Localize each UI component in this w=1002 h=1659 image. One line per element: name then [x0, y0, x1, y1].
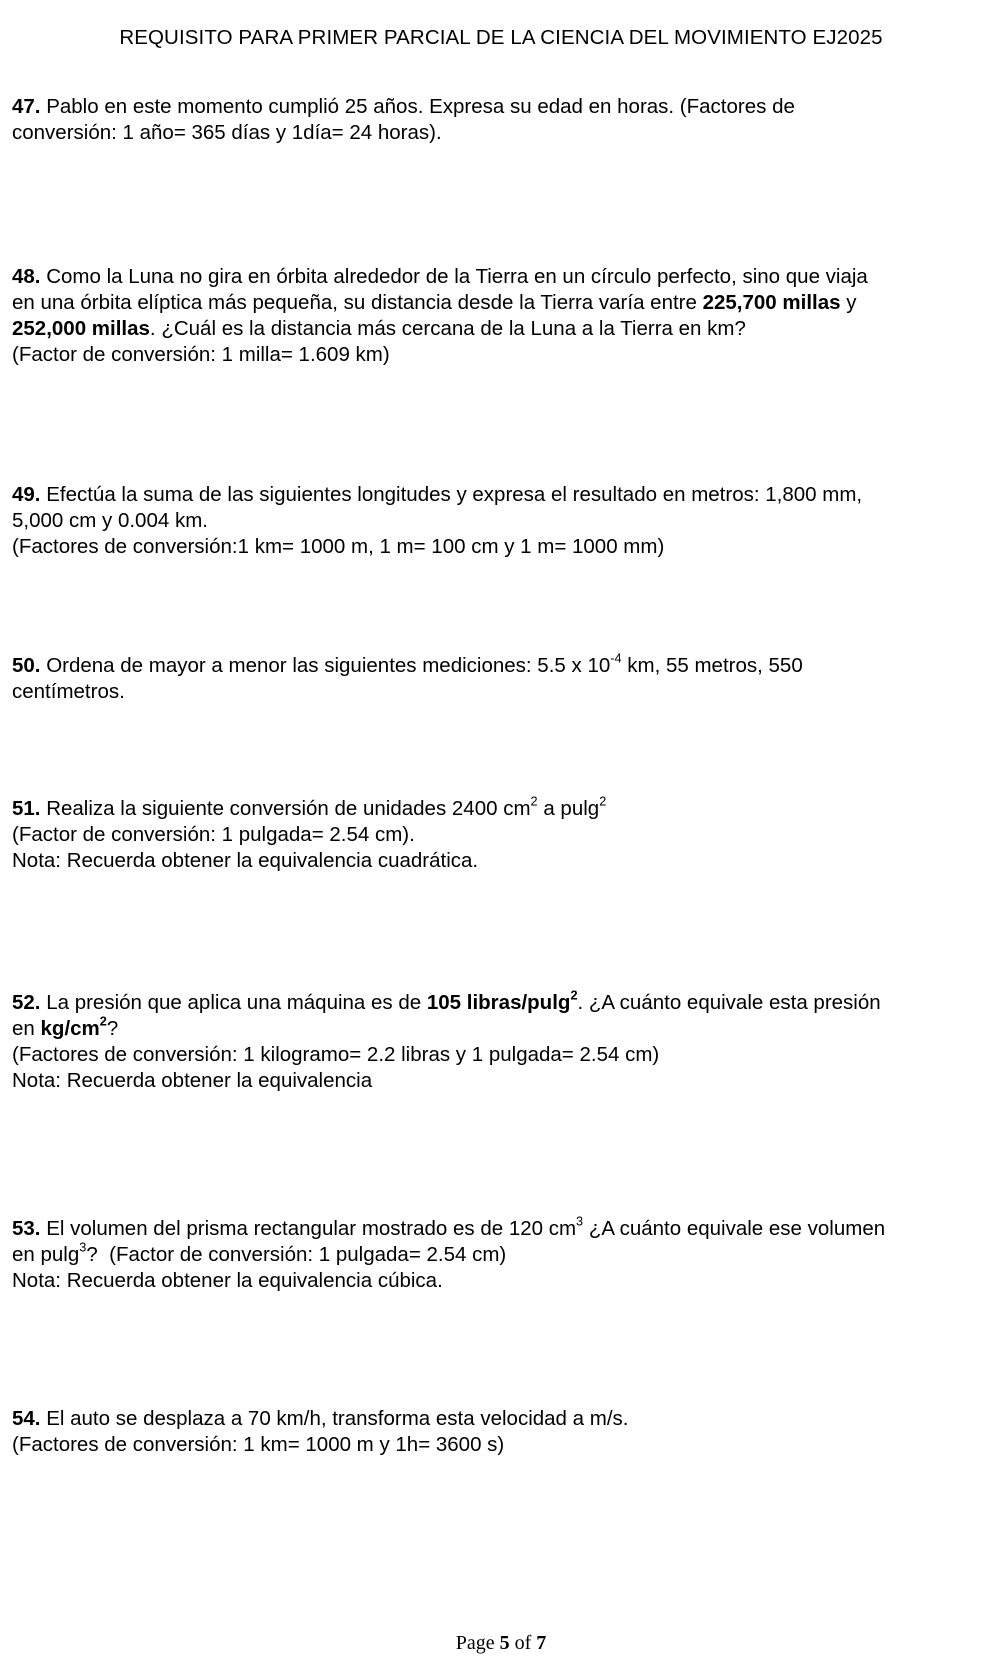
- exponent: -4: [610, 650, 622, 666]
- question-49: [12, 482, 972, 560]
- question-47: [12, 94, 972, 146]
- of-label: of: [514, 1632, 532, 1654]
- question-48-line-4: (Factor de conversión: 1 milla= 1.609 km): [12, 343, 390, 366]
- question-47-line-2: conversión: 1 año= 365 días y 1día= 24 horas).: [12, 121, 442, 144]
- page-footer: [0, 1632, 1002, 1655]
- exponent: 3: [79, 1239, 87, 1255]
- question-52-line-1: 52. La presión que aplica una máquina es de 105 libras/pulg$^2$. ¿A cuánto equivale esta presión: [12, 987, 881, 1014]
- exponent: 2: [570, 987, 578, 1003]
- page-label: Page: [455, 1632, 495, 1654]
- question-53-line-2: en pulg$^3$? (Factor de conversión: 1 pulgada= 2.54 cm): [12, 1239, 507, 1266]
- question-number: 51.: [12, 797, 41, 820]
- question-47-line-1: 47. Pablo en este momento cumplió 25 años. Expresa su edad en horas. (Factores de: [12, 95, 795, 118]
- distance-max-bold: 225,700 millas: [702, 291, 841, 314]
- question-48: [12, 264, 972, 368]
- question-number: 54.: [12, 1407, 41, 1430]
- question-51: [12, 793, 972, 874]
- question-48-line-1: 48. Como la Luna no gira en órbita alrededor de la Tierra en un círculo perfecto, sino que viaja: [12, 265, 868, 288]
- question-51-line-1: 51. Realiza la siguiente conversión de unidades 2400 $cm^2$ a pulg$^2$: [12, 793, 607, 820]
- question-53-line-3: Nota: Recuerda obtener la equivalencia cúbica.: [12, 1269, 443, 1292]
- page-total: 7: [536, 1632, 547, 1654]
- distance-min-bold: 252,000 millas: [12, 317, 150, 340]
- question-54-line-1: 54. El auto se desplaza a 70 km/h, transforma esta velocidad a m/s.: [12, 1407, 629, 1430]
- question-48-line-3: 252,000 millas. ¿Cuál es la distancia más cercana de la Luna a la Tierra en km?: [12, 317, 746, 340]
- question-51-line-2: (Factor de conversión: 1 pulgada= 2.54 cm).: [12, 823, 415, 846]
- unit-bold: $kg/cm^2$: [40, 1013, 107, 1040]
- question-52: [12, 987, 972, 1094]
- question-51-line-3: Nota: Recuerda obtener la equivalencia cuadrática.: [12, 849, 479, 872]
- question-number: 53.: [12, 1217, 41, 1240]
- question-50-line-2: centímetros.: [12, 680, 125, 703]
- question-49-line-3: (Factores de conversión:1 km= 1000 m, 1 m= 100 cm y 1 m= 1000 mm): [12, 535, 665, 558]
- question-number: 52.: [12, 991, 41, 1014]
- question-50: [12, 650, 972, 705]
- question-52-line-4: Nota: Recuerda obtener la equivalencia: [12, 1069, 373, 1092]
- question-52-line-2: en $kg/cm^2$?: [12, 1013, 119, 1040]
- pressure-bold: 105 libras/pulg$^2$: [426, 987, 578, 1014]
- question-49-line-2: 5,000 cm y 0.004 km.: [12, 509, 208, 532]
- question-number: 49.: [12, 483, 41, 506]
- question-53-line-1: 53. El volumen del prisma rectangular mostrado es de 120 $cm^3$ ¿A cuánto equivale ese volumen: [12, 1213, 886, 1240]
- exponent: 2: [99, 1013, 107, 1029]
- exponent: 2: [530, 793, 538, 809]
- exponent: 2: [599, 793, 607, 809]
- question-number: 48.: [12, 265, 41, 288]
- question-52-line-3: (Factores de conversión: 1 kilogramo= 2.2 libras y 1 pulgada= 2.54 cm): [12, 1043, 660, 1066]
- question-50-line-1: 50. Ordena de mayor a menor las siguientes mediciones: 5.5 x $10^{-4}$ km, 55 metros, 550: [12, 650, 803, 677]
- page-number: 5: [499, 1632, 510, 1654]
- question-54-line-2: (Factores de conversión: 1 km= 1000 m y 1h= 3600 s): [12, 1433, 505, 1456]
- question-53: [12, 1213, 972, 1294]
- question-49-line-1: 49. Efectúa la suma de las siguientes longitudes y expresa el resultado en metros: 1,800 mm,: [12, 483, 863, 506]
- exponent: 3: [576, 1213, 584, 1229]
- page-header: REQUISITO PARA PRIMER PARCIAL DE LA CIENCIA DEL MOVIMIENTO EJ2025: [119, 26, 883, 49]
- question-48-line-2: en una órbita elíptica más pequeña, su distancia desde la Tierra varía entre 225,700 millas y: [12, 291, 857, 314]
- question-number: 50.: [12, 654, 41, 677]
- question-number: 47.: [12, 95, 41, 118]
- question-54: [12, 1406, 972, 1458]
